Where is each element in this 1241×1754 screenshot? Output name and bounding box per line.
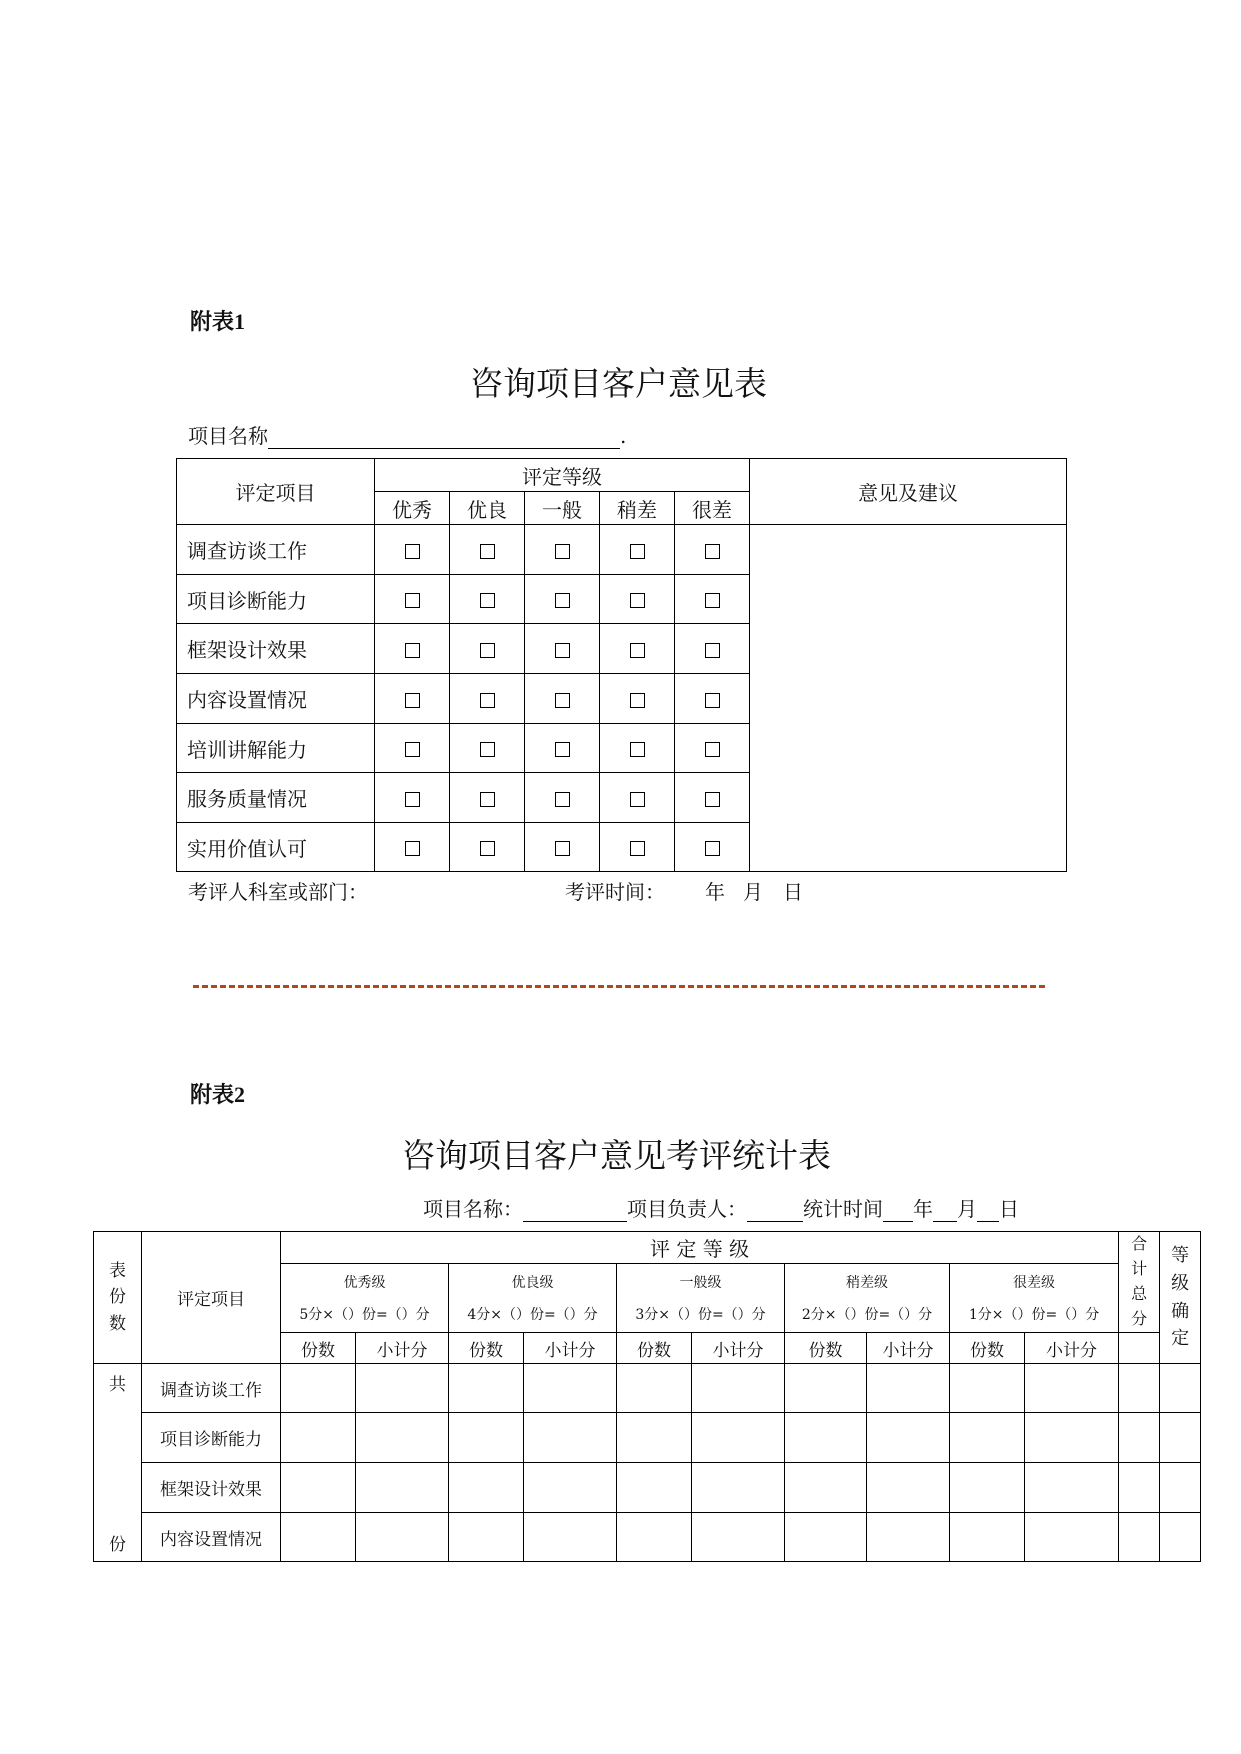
form2-info-line xyxy=(423,1193,1019,1222)
sub-count-header: 份数 xyxy=(281,1333,356,1364)
sub-subtotal-header: 小计分 xyxy=(867,1333,950,1364)
grade-group xyxy=(281,1264,449,1333)
grade-header: 很差 xyxy=(675,492,750,525)
row-item-label: 项目诊断能力 xyxy=(177,575,375,624)
grade-formula: 5分×（）份=（）分 xyxy=(299,1307,430,1323)
project-name-label: 项目名称 xyxy=(188,424,268,448)
sub-count-header: 份数 xyxy=(785,1333,867,1364)
footer-year: 年 xyxy=(705,880,725,904)
sub-count-header: 份数 xyxy=(449,1333,524,1364)
sub-count-header: 份数 xyxy=(617,1333,692,1364)
row-item-label: 项目诊断能力 xyxy=(142,1413,281,1463)
row-item-label: 服务质量情况 xyxy=(177,773,375,823)
rating-checkbox[interactable] xyxy=(405,841,420,856)
rating-checkbox[interactable] xyxy=(630,643,645,658)
form2-title: 咨询项目客户意见考评统计表 xyxy=(402,1136,831,1175)
rating-checkbox[interactable] xyxy=(630,593,645,608)
rating-checkbox[interactable] xyxy=(405,643,420,658)
info-day-field[interactable] xyxy=(977,1199,999,1222)
rating-checkbox[interactable] xyxy=(555,792,570,807)
grade-header: 优秀 xyxy=(375,492,450,525)
sub-subtotal-header: 小计分 xyxy=(692,1333,785,1364)
rating-checkbox[interactable] xyxy=(480,792,495,807)
table-row xyxy=(177,525,1067,575)
info-day: 日 xyxy=(999,1197,1019,1221)
row-item-label: 培训讲解能力 xyxy=(177,724,375,773)
rating-checkbox[interactable] xyxy=(405,792,420,807)
info-project-field[interactable] xyxy=(523,1199,627,1222)
header-grade: 评定等级 xyxy=(375,459,750,492)
total-cell-header xyxy=(1119,1333,1160,1364)
form1-title: 咨询项目客户意见表 xyxy=(470,364,767,403)
grade-name: 很差级 xyxy=(1013,1275,1056,1291)
grade-group xyxy=(785,1264,950,1333)
table-row xyxy=(94,1513,1201,1562)
rating-checkbox[interactable] xyxy=(555,593,570,608)
rating-checkbox[interactable] xyxy=(630,841,645,856)
sub-subtotal-header: 小计分 xyxy=(1025,1333,1119,1364)
footer-day: 日 xyxy=(783,880,803,904)
table-row xyxy=(94,1413,1201,1463)
rating-checkbox[interactable] xyxy=(405,544,420,559)
rating-checkbox[interactable] xyxy=(555,544,570,559)
rating-checkbox[interactable] xyxy=(480,544,495,559)
rating-checkbox[interactable] xyxy=(630,544,645,559)
col-item-header: 评定项目 xyxy=(142,1232,281,1364)
form1-project-name-line xyxy=(188,420,626,449)
info-leader-field[interactable] xyxy=(747,1199,803,1222)
footer-month: 月 xyxy=(743,880,763,904)
info-project-label: 项目名称： xyxy=(423,1197,523,1221)
rating-checkbox[interactable] xyxy=(480,841,495,856)
form1-label: 附表1 xyxy=(190,309,246,334)
info-year-field[interactable] xyxy=(883,1199,913,1222)
grade-formula: 2分×（）份=（）分 xyxy=(801,1307,933,1323)
form1-table xyxy=(176,458,1067,872)
col-total-header: 合 计 总 分 xyxy=(1119,1232,1160,1333)
info-month: 月 xyxy=(957,1197,977,1221)
rating-checkbox[interactable] xyxy=(705,544,720,559)
grade-header: 稍差 xyxy=(600,492,675,525)
grade-group xyxy=(950,1264,1119,1333)
grade-formula: 3分×（）份=（）分 xyxy=(635,1307,766,1323)
rating-checkbox[interactable] xyxy=(480,593,495,608)
rating-checkbox[interactable] xyxy=(705,792,720,807)
rating-checkbox[interactable] xyxy=(405,693,420,708)
row-item-label: 框架设计效果 xyxy=(142,1463,281,1513)
section-divider xyxy=(193,985,1045,988)
row-item-label: 调查访谈工作 xyxy=(142,1364,281,1413)
copies-cell xyxy=(94,1364,142,1562)
footer-dept: 考评人科室或部门： xyxy=(188,880,368,904)
grade-name: 优秀级 xyxy=(343,1275,386,1291)
header-comment: 意见及建议 xyxy=(750,459,1067,525)
rating-checkbox[interactable] xyxy=(555,742,570,757)
rating-checkbox[interactable] xyxy=(705,693,720,708)
grade-header: 一般 xyxy=(525,492,600,525)
rating-checkbox[interactable] xyxy=(705,742,720,757)
project-name-field[interactable] xyxy=(268,426,620,449)
rating-checkbox[interactable] xyxy=(480,643,495,658)
info-year: 年 xyxy=(913,1197,933,1221)
rating-checkbox[interactable] xyxy=(630,742,645,757)
project-name-end: . xyxy=(620,424,627,448)
grade-group xyxy=(617,1264,785,1333)
form2-label: 附表2 xyxy=(190,1082,246,1107)
col-level-header: 等 级 确 定 xyxy=(1160,1232,1201,1364)
grade-name: 稍差级 xyxy=(846,1275,888,1291)
grade-header: 评 定 等 级 xyxy=(281,1232,1119,1264)
grade-header: 优良 xyxy=(450,492,525,525)
row-item-label: 实用价值认可 xyxy=(177,823,375,872)
table-row xyxy=(94,1463,1201,1513)
rating-checkbox[interactable] xyxy=(705,841,720,856)
rating-checkbox[interactable] xyxy=(630,792,645,807)
sub-count-header: 份数 xyxy=(950,1333,1025,1364)
side-bottom: 份 xyxy=(109,1535,126,1555)
sub-subtotal-header: 小计分 xyxy=(356,1333,449,1364)
row-item-label: 调查访谈工作 xyxy=(177,525,375,575)
rating-checkbox[interactable] xyxy=(555,643,570,658)
comment-area[interactable] xyxy=(750,525,1067,872)
info-month-field[interactable] xyxy=(933,1199,957,1222)
rating-checkbox[interactable] xyxy=(480,742,495,757)
col-copies-header: 表 份 数 xyxy=(94,1232,142,1364)
footer-time-label: 考评时间： xyxy=(565,880,665,904)
grade-name: 一般级 xyxy=(679,1275,722,1291)
rating-checkbox[interactable] xyxy=(555,841,570,856)
row-item-label: 框架设计效果 xyxy=(177,624,375,674)
rating-checkbox[interactable] xyxy=(705,643,720,658)
info-leader-label: 项目负责人： xyxy=(627,1197,747,1221)
row-item-label: 内容设置情况 xyxy=(142,1513,281,1562)
rating-checkbox[interactable] xyxy=(405,742,420,757)
info-time-label: 统计时间 xyxy=(803,1197,883,1221)
form2-table xyxy=(93,1231,1201,1562)
rating-checkbox[interactable] xyxy=(705,593,720,608)
rating-checkbox[interactable] xyxy=(405,593,420,608)
sub-subtotal-header: 小计分 xyxy=(524,1333,617,1364)
grade-name: 优良级 xyxy=(511,1275,554,1291)
table-row xyxy=(94,1364,1201,1413)
rating-checkbox[interactable] xyxy=(480,693,495,708)
header-item: 评定项目 xyxy=(177,459,375,525)
grade-group xyxy=(449,1264,617,1333)
row-item-label: 内容设置情况 xyxy=(177,674,375,724)
rating-checkbox[interactable] xyxy=(630,693,645,708)
grade-formula: 1分×（）份=（）分 xyxy=(968,1307,1100,1323)
grade-formula: 4分×（）份=（）分 xyxy=(467,1307,598,1323)
rating-checkbox[interactable] xyxy=(555,693,570,708)
side-top: 共 xyxy=(109,1375,126,1395)
